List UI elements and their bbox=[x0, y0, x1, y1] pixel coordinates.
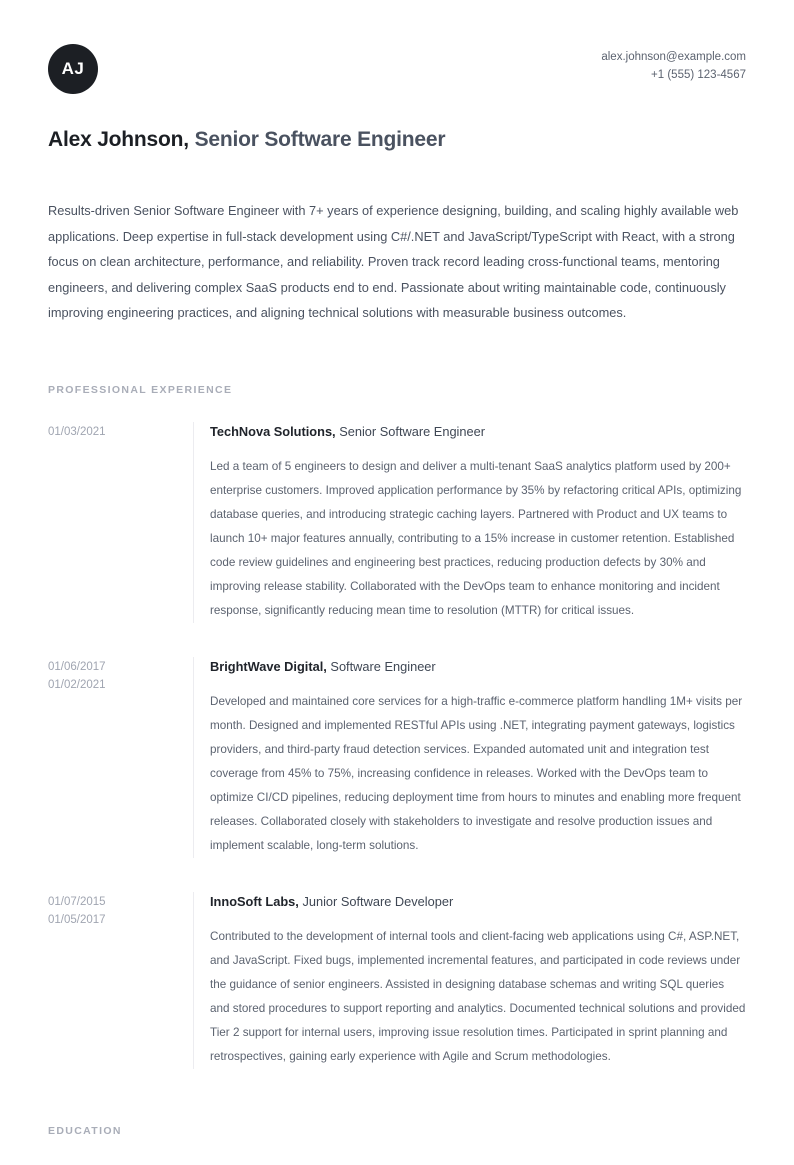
entry-heading bbox=[210, 422, 746, 442]
entry-heading bbox=[210, 657, 746, 677]
section-title-experience: PROFESSIONAL EXPERIENCE bbox=[48, 383, 233, 396]
contact-phone[interactable]: +1 (555) 123-4567 bbox=[651, 69, 746, 81]
entry-dates bbox=[48, 422, 193, 441]
entry-date-start: 01/06/2017 bbox=[48, 660, 106, 673]
entry-body bbox=[193, 422, 746, 623]
entry-company: TechNova Solutions, bbox=[210, 423, 336, 439]
entry-description: Developed and maintained core services for a high-traffic e-commerce platform handling 1M+ visits per month. Designed and implemented RESTful APIs using .NET, integrating payment gateways, logistics providers, and third-party fraud detection services. Expanded automated unit and integration test coverage from 45% to 75%, increasing confidence in releases. Worked with the DevOps team to optimize CI/CD pipelines, reducing deployment time from hours to minutes and enabling more frequent releases. Collaborated closely with stakeholders to investigate and resolve production issues and implement scalable, long-term solutions. bbox=[210, 694, 743, 852]
section-title-education: EDUCATION bbox=[48, 1124, 122, 1137]
entry-body bbox=[193, 892, 746, 1069]
candidate-job-title: Senior Software Engineer bbox=[194, 128, 446, 151]
entry-date-end: 01/02/2021 bbox=[48, 678, 106, 691]
entry-heading bbox=[210, 892, 746, 912]
resume-header bbox=[48, 44, 746, 102]
experience-entry bbox=[48, 892, 746, 1069]
education-entries-placeholder bbox=[48, 1163, 746, 1165]
entry-role: Software Engineer bbox=[330, 658, 436, 674]
entry-company: BrightWave Digital, bbox=[210, 658, 327, 674]
experience-entry bbox=[48, 657, 746, 858]
candidate-name: Alex Johnson, bbox=[48, 128, 189, 151]
contact-info bbox=[601, 44, 746, 84]
entry-date-start: 01/03/2021 bbox=[48, 425, 106, 438]
entry-role: Senior Software Engineer bbox=[339, 423, 486, 439]
entry-company: InnoSoft Labs, bbox=[210, 893, 299, 909]
entry-dates bbox=[48, 892, 193, 929]
entry-role: Junior Software Developer bbox=[302, 893, 454, 909]
professional-summary: Results-driven Senior Software Engineer with 7+ years of experience designing, building, and scaling highly available web applications. Deep expertise in full-stack development using C#/.NET and JavaScript/TypeScript with React, with a strong focus on clean architecture, performance, and reliability. Proven track record leading cross-functional teams, mentoring engineers, and delivering complex SaaS products end to end. Passionate about writing maintainable code, continuously improving engineering practices, and aligning technical solutions with measurable business outcomes. bbox=[48, 203, 739, 320]
entry-date-start: 01/07/2015 bbox=[48, 895, 106, 908]
section-education bbox=[48, 1125, 746, 1165]
experience-entry bbox=[48, 422, 746, 623]
entry-body bbox=[193, 657, 746, 858]
entry-date-end: 01/05/2017 bbox=[48, 913, 106, 926]
avatar: AJ bbox=[48, 44, 98, 94]
section-professional-experience bbox=[48, 384, 746, 1069]
page-title bbox=[48, 126, 746, 154]
entry-dates bbox=[48, 657, 193, 694]
contact-email[interactable]: alex.johnson@example.com bbox=[601, 51, 746, 63]
entry-description: Led a team of 5 engineers to design and deliver a multi-tenant SaaS analytics platform used by 200+ enterprise customers. Improved application performance by 35% by refactoring critical APIs, optimizing database queries, and introducing strategic caching layers. Partnered with Product and UX teams to launch 10+ major features annually, contributing to a 15% increase in customer retention. Established code review guidelines and engineering best practices, reducing production defects by 30% and improving release stability. Collaborated with the DevOps team to enhance monitoring and incident response, significantly reducing mean time to resolution (MTTR) for critical issues. bbox=[210, 459, 742, 617]
entry-description: Contributed to the development of internal tools and client-facing web applications using C#, ASP.NET, and JavaScript. Fixed bugs, implemented incremental features, and participated in code reviews under the guidance of senior engineers. Assisted in designing database schemas and writing SQL queries and stored procedures to support reporting and analytics. Documented technical solutions and provided Tier 2 support for internal users, improving issue resolution times. Participated in sprint planning and retrospectives, gaining early experience with Agile and Scrum methodologies. bbox=[210, 929, 746, 1063]
